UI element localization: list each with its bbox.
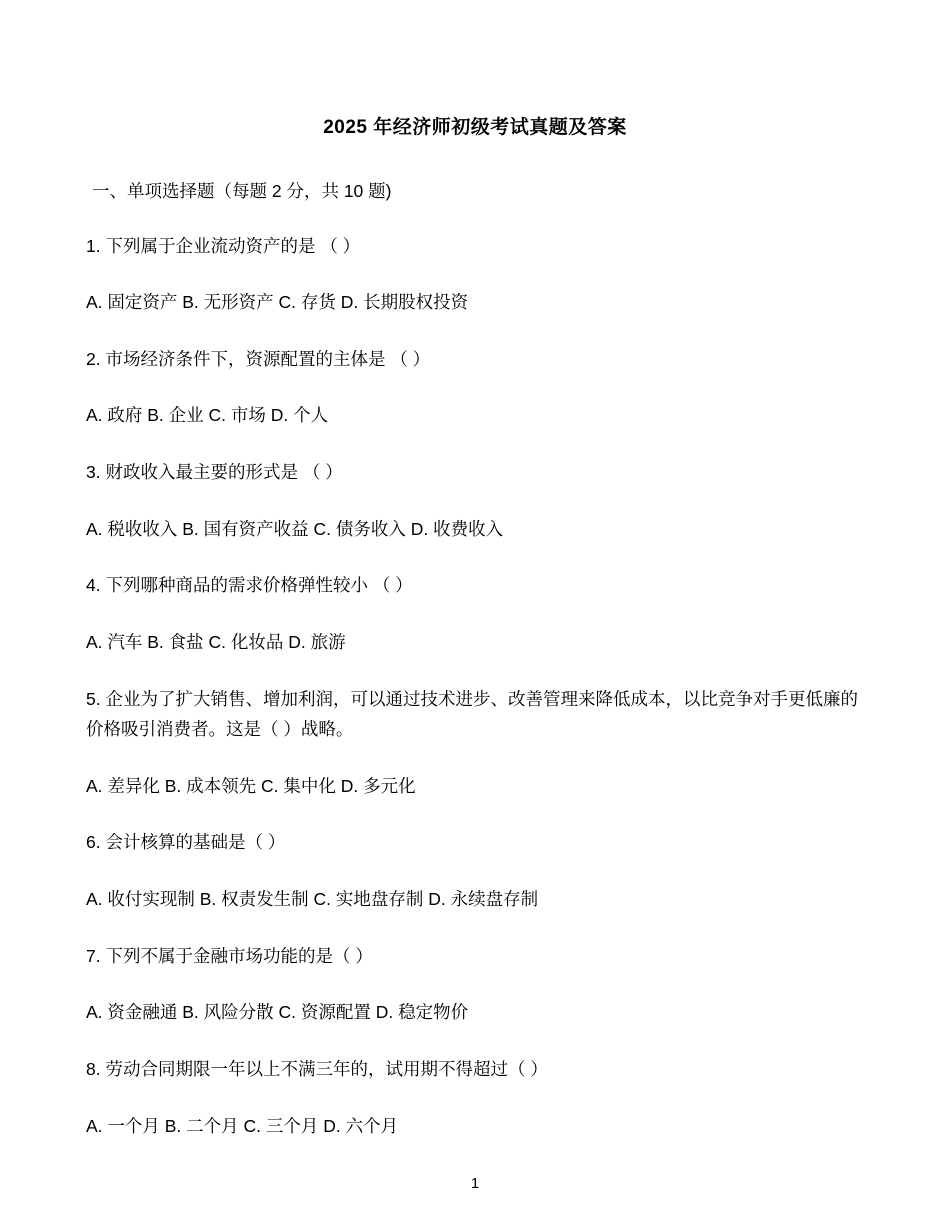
page-title: 2025 年经济师初级考试真题及答案 <box>323 117 627 138</box>
question-options: A. 收付实现制 B. 权责发生制 C. 实地盘存制 D. 永续盘存制 <box>86 889 539 909</box>
question-stem: 7. 下列不属于金融市场功能的是（ ） <box>86 945 373 966</box>
question-stem: 6. 会计核算的基础是（ ） <box>86 832 286 853</box>
question-stem: 5. 企业为了扩大销售、增加利润，可以通过技术进步、改善管理来降低成本，以比竞争对手更低廉的价格吸引消费者。这是（ ）战略。 <box>86 688 858 740</box>
question-stem: 8. 劳动合同期限一年以上不满三年的，试用期不得超过（ ） <box>86 1058 548 1079</box>
question-stem: 2. 市场经济条件下，资源配置的主体是 （ ） <box>86 348 431 369</box>
question-options: A. 税收收入 B. 国有资产收益 C. 债务收入 D. 收费收入 <box>86 518 504 539</box>
question-options: A. 资金融通 B. 风险分散 C. 资源配置 D. 稳定物价 <box>86 1002 469 1023</box>
question-stem: 4. 下列哪种商品的需求价格弹性较小 （ ） <box>86 575 413 596</box>
section-heading: 一、单项选择题（每题 2 分，共 10 题) <box>92 180 392 201</box>
question-options: A. 政府 B. 企业 C. 市场 D. 个人 <box>86 405 329 426</box>
question-stem: 1. 下列属于企业流动资产的是 （ ） <box>86 235 361 256</box>
question-options: A. 固定资产 B. 无形资产 C. 存货 D. 长期股权投资 <box>86 292 469 313</box>
question-options: A. 差异化 B. 成本领先 C. 集中化 D. 多元化 <box>86 775 416 796</box>
question-options: A. 一个月 B. 二个月 C. 三个月 D. 六个月 <box>86 1115 399 1136</box>
page-number: 1 <box>470 1175 480 1192</box>
question-stem: 3. 财政收入最主要的形式是 （ ） <box>86 462 343 482</box>
question-options: A. 汽车 B. 食盐 C. 化妆品 D. 旅游 <box>86 631 346 652</box>
